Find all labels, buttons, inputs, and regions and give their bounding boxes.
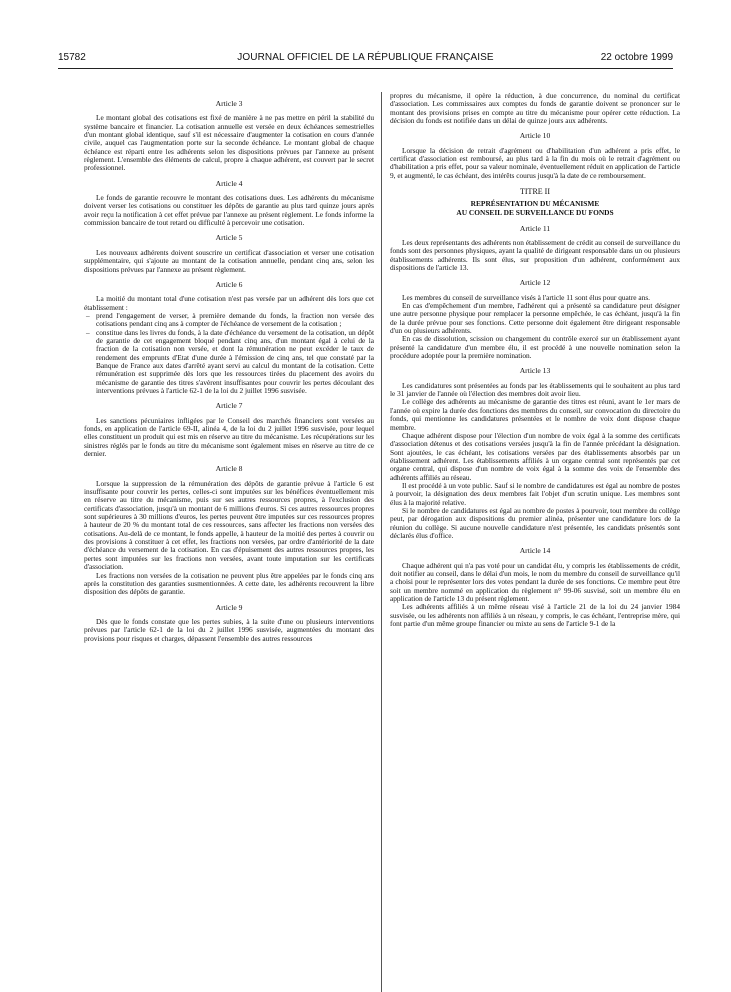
- article-8-paragraph-1: Lorsque la suppression de la rémunération des dépôts de garantie prévue à l'article 6 est insuffisante pour couvrir les pertes, celles-ci sont imputées sur les bénéfices éventuellement mis en réserve au titre du mécanisme, puis sur ses autres ressources propres, à l'exclusion des certificats d'association, jusqu'à un montant de 6 millions d'euros. Si ces autres ressources propres sont supérieures à 30 millions d'euros, les pertes peuvent être imputées sur ces ressources propres à hauteur de 20 % du montant total de ces ressources, sans affecter les fractions non versées des cotisations. Au-delà de ce montant, le fonds appelle, à hauteur de la moitié des pertes à couvrir ou des provisions à constituer à cet effet, les fractions non versées, par ordre d'antériorité de la date d'échéance du versement de la cotisation. En cas d'épuisement des autres ressources propres, les pertes sont imputées sur les fractions non versées, avant toute imputation sur les certificats d'association.: [84, 478, 374, 572]
- article-9-paragraph: Dès que le fonds constate que les pertes subies, à la suite d'une ou plusieurs interventions prévues par l'article 62-1 de la loi du 2 juillet 1996 susvisée, augmentées du montant des provisions pour risques et charges, dépassent l'ensemble des autres ressources: [84, 616, 374, 643]
- right-column: [390, 92, 680, 628]
- article-6-paragraph: La moitié du montant total d'une cotisation n'est pas versée par un adhérent dès lors que cet établissement :: [84, 294, 374, 312]
- article-14-heading: Article 14: [519, 546, 551, 556]
- titre-subtitle: [390, 200, 680, 217]
- column-divider: [381, 92, 382, 992]
- article-6-heading: Article 6: [215, 279, 243, 289]
- article-14-paragraph-2: Les adhérents affiliés à un même réseau visé à l'article 21 de la loi du 24 janvier 1984 susvisée, ou les adhérents non affiliés à un réseau, y compris, le cas échéant, l'entreprise mère, qui font partie d'un même groupe financier ou mixte au sens de l'article 9-1 de la: [390, 602, 680, 629]
- article-13-paragraph-5: Si le nombre de candidatures est égal au nombre de postes à pourvoir, tout membre du collège peut, par dérogation aux dispositions du premier alinéa, présenter une candidature lors de la réunion du collège. Si aucune nouvelle candidature n'est présentée, les candidats présentés sont déclarés élus d'office.: [390, 505, 680, 540]
- list-item: – prend l'engagement de verser, à première demande du fonds, la fraction non versée des cotisations pendant cinq ans à compter de l'échéance de versement de la cotisation ;: [84, 312, 374, 329]
- list-item: – constitue dans les livres du fonds, à la date d'échéance du versement de la cotisation, un dépôt de garantie de cet engagement bloqué pendant cinq ans, d'un montant égal à celui de la fraction de la cotisation non versée, et dont la rémunération ne peut excéder le taux de rendement des emprunts d'Etat d'une durée à l'émission de cinq ans, tel que constaté par la Banque de France aux dates d'arrêté ayant servi au calcul du montant de la cotisation. Cette rémunération est supprimée dès lors que les ressources tirées du placement des avoirs du mécanisme de garantie des titres s'avèrent insuffisantes pour couvrir les pertes découlant des interventions prévues à l'article 62-1 de la loi du 2 juillet 1996 susvisée.: [84, 329, 374, 396]
- article-13-paragraph-2: Le collège des adhérents au mécanisme de garantie des titres est réuni, avant le 1er mars de l'année où expire la durée des fonctions des membres du conseil, sur convocation du directoire du fonds, qui mentionne les candidatures présentées et le nombre de voix dont dispose chaque membre.: [390, 397, 680, 432]
- article-12-paragraph-2: En cas d'empêchement d'un membre, l'adhérent qui a présenté sa candidature peut désigner une autre personne physique pour remplacer la personne empêchée, le cas échéant, jusqu'à la fin de la durée prévue pour ses fonctions. Cette personne doit également être dirigeant responsable d'un ou plusieurs adhérents.: [390, 301, 680, 336]
- article-5-heading: Article 5: [215, 233, 243, 243]
- article-13-heading: Article 13: [519, 366, 551, 376]
- article-8-heading: Article 8: [215, 464, 243, 474]
- article-3-heading: Article 3: [215, 99, 243, 108]
- article-11-heading: Article 11: [519, 223, 551, 233]
- article-5-paragraph: Les nouveaux adhérents doivent souscrire un certificat d'association et verser une cotisation supplémentaire, qui s'ajoute au montant de la cotisation annuelle, pendant cinq ans, selon les dispositions prévues par l'annexe au présent règlement.: [84, 247, 374, 274]
- left-column: [84, 92, 374, 643]
- article-9-heading: Article 9: [215, 602, 243, 612]
- article-4-heading: Article 4: [215, 178, 243, 188]
- article-3-paragraph: Le montant global des cotisations est fixé de manière à ne pas mettre en péril la stabilité du système bancaire et financier. La cotisation annuelle est versée en deux échéances semestrielles d'un montant global identique, sauf s'il est nécessaire d'augmenter la cotisation en cours d'année civile, auquel cas l'augmentation porte sur la seconde échéance. Le montant global de chaque échéance est réparti entre les adhérents selon les dispositions prévues par l'annexe au présent règlement. L'ensemble des éléments de calcul, propre à chaque adhérent, est couvert par le secret professionnel.: [84, 113, 374, 173]
- article-11-paragraph: Les deux représentants des adhérents non établissement de crédit au conseil de surveillance du fonds sont des personnes physiques, ayant la qualité de dirigeant responsable dans un ou plusieurs établissements adhérents. Ils sont élus, sur proposition d'un adhérent, conformément aux dispositions de l'article 13.: [390, 237, 680, 272]
- article-12-paragraph-1: Les membres du conseil de surveillance visés à l'article 11 sont élus pour quatre ans.: [402, 292, 651, 302]
- article-13-paragraph-3: Chaque adhérent dispose pour l'élection d'un nombre de voix égal à la somme des certificats d'association détenus et des cotisations versées jusqu'à la fin de l'année précédant la désignation. Sont ajoutées, le cas échéant, les cotisations versées par des établissements absorbés par un établissement adhérent. Les établissements affiliés à un organe central sont représentés par cet organe central, qui dispose d'un nombre de voix égal à la somme des voix de l'ensemble des adhérents affiliés au réseau.: [390, 430, 680, 482]
- issue-date: 22 octobre 1999: [600, 52, 673, 63]
- article-6-list: [84, 312, 374, 395]
- article-10-heading: Article 10: [519, 131, 551, 141]
- page-number: 15782: [58, 52, 86, 63]
- article-12-heading: Article 12: [519, 278, 551, 288]
- article-8-paragraph-2: Les fractions non versées de la cotisation ne peuvent plus être appelées par le fonds cinq ans après la constitution des garanties susmentionnées. A cette date, les adhérents recouvrent la libre disposition des dépôts de garantie.: [84, 570, 374, 597]
- article-7-heading: Article 7: [215, 401, 243, 411]
- page-header: [58, 52, 673, 68]
- article-10-paragraph: Lorsque la décision de retrait d'agrément ou d'habilitation d'un adhérent a pris effet, le certificat d'association est remboursé, au plus tard à la fin du mois où le retrait d'agrément ou d'habilitation a pris effet, pour sa valeur nominale, éventuellement réduit en application de l'article 9, et augmenté, le cas échéant, des intérêts courus jusqu'à la date de ce remboursement.: [390, 145, 680, 180]
- header-rule: [58, 68, 673, 69]
- journal-title: JOURNAL OFFICIEL DE LA RÉPUBLIQUE FRANÇAISE: [237, 52, 494, 63]
- article-13-paragraph-4: Il est procédé à un vote public. Sauf si le nombre de candidatures est égal au nombre de postes à pourvoir, la désignation des deux membres fait l'objet d'un scrutin unique. Les membres sont élus à la majorité relative.: [390, 480, 680, 507]
- titre-heading: TITRE II: [520, 187, 550, 197]
- article-7-paragraph: Les sanctions pécuniaires infligées par le Conseil des marchés financiers sont versées au fonds, en application de l'article 69-II, alinéa 4, de la loi du 2 juillet 1996 susvisée, pour lequel elles constituent un produit qui est mis en réserve au titre du mécanisme. Les récupérations sur les sinistres réglés par le fonds au titre du mécanisme sont également mises en réserve au titre de ce dernier.: [84, 415, 374, 459]
- article-9-continuation: propres du mécanisme, il opère la réduction, à due concurrence, du nominal du certificat d'association. Les commissaires aux comptes du fonds de garantie doivent se prononcer sur le montant des provisions prises en compte au titre du mécanisme pour opérer cette réduction. La décision du fonds est notifiée dans un délai de quinze jours aux adhérents.: [390, 91, 680, 126]
- article-14-paragraph-1: Chaque adhérent qui n'a pas voté pour un candidat élu, y compris les établissements de crédit, doit notifier au conseil, dans le délai d'un mois, le nom du membre du conseil de surveillance qu'il a choisi pour le représenter lors des votes pendant la durée de ses fonctions. Ce membre peut être soit un membre nommé en application du règlement n° 99-06 susvisé, soit un membre élu en application de l'article 13 du présent règlement.: [390, 560, 680, 604]
- article-13-paragraph-1: Les candidatures sont présentées au fonds par les établissements qui le souhaitent au plus tard le 31 janvier de l'année où l'élection des membres doit avoir lieu.: [390, 380, 680, 399]
- article-12-paragraph-3: En cas de dissolution, scission ou changement du contrôle exercé sur un établissement ayant présenté la candidature d'un membre élu, il est procédé à une nouvelle nomination selon la procédure adoptée pour la première nomination.: [390, 334, 680, 361]
- titre-subtitle-line-2: AU CONSEIL DE SURVEILLANCE DU FONDS: [456, 208, 614, 218]
- titre-subtitle-line-1: REPRÉSENTATION DU MÉCANISME: [470, 199, 600, 209]
- article-4-paragraph: Le fonds de garantie recouvre le montant des cotisations dues. Les adhérents du mécanisme doivent verser les cotisations ou constituer les dépôts de garantie au plus tard quinze jours après avoir reçu la notification à cet effet prévue par l'annexe au présent règlement. Le fonds informe la commission bancaire de tout retard ou difficulté à percevoir une cotisation.: [84, 193, 374, 228]
